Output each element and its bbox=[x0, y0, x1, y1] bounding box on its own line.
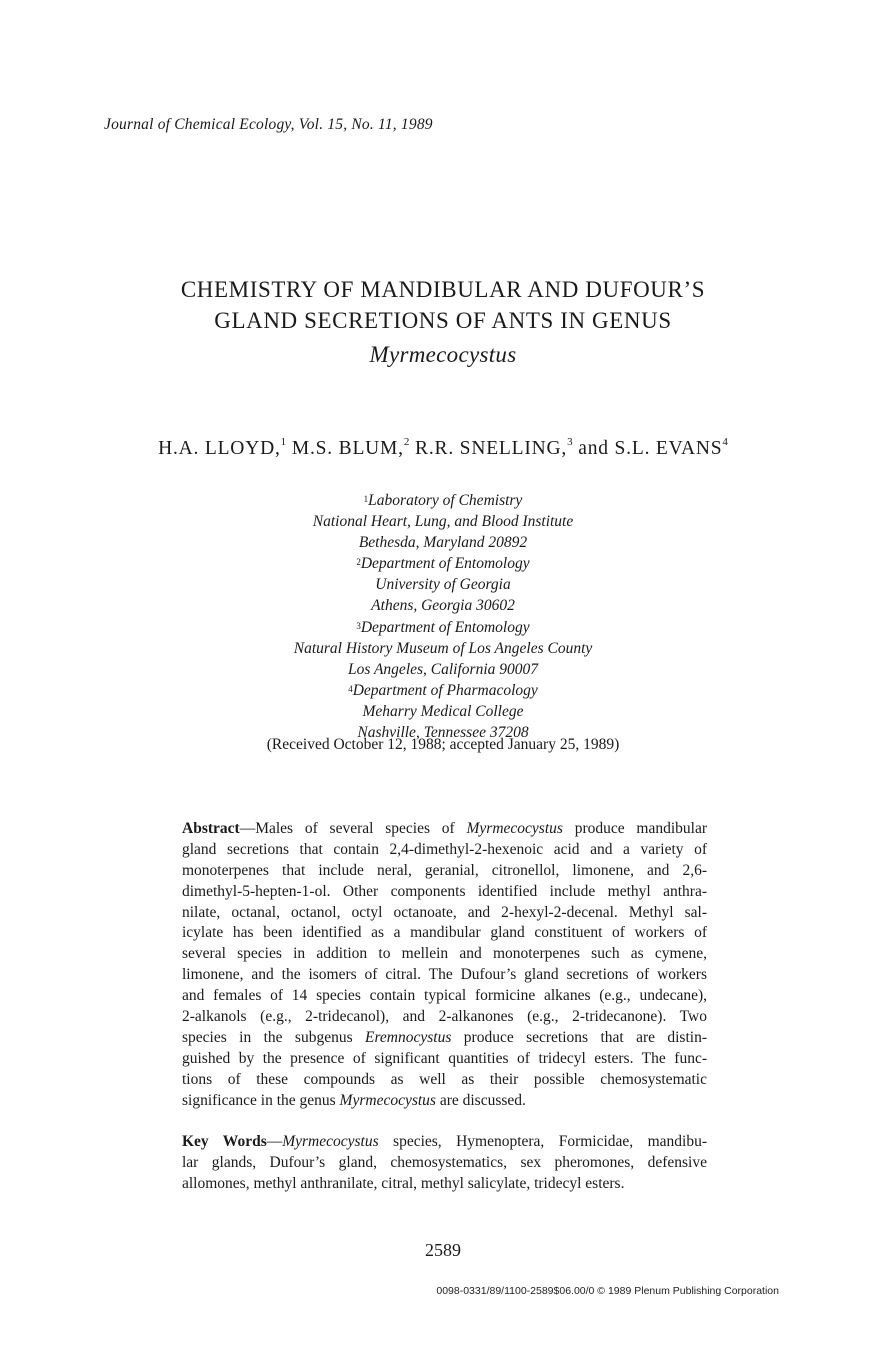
affiliation-line: Department of Entomology bbox=[360, 619, 530, 636]
abstract-line bbox=[182, 819, 707, 840]
author-name: R.R. SNELLING, bbox=[415, 438, 568, 459]
affiliation-line: Laboratory of Chemistry bbox=[368, 492, 523, 509]
abstract-label: Abstract bbox=[182, 820, 240, 837]
affiliation-mark: 1 bbox=[363, 494, 369, 504]
abstract-line bbox=[182, 1091, 707, 1112]
affiliation-1 bbox=[0, 490, 886, 553]
abstract-line: gland secretions that contain 2,4-dimethyl-2-hexenoic acid and a variety of bbox=[182, 840, 707, 858]
keywords-genus: Myrmecocystus bbox=[282, 1133, 379, 1150]
page-number: 2589 bbox=[425, 1240, 461, 1260]
abstract-text: produce mandibular bbox=[562, 820, 707, 837]
affiliation-line: Department of Entomology bbox=[360, 555, 530, 572]
keywords-line bbox=[182, 1132, 707, 1153]
keywords-line: lar glands, Dufour’s gland, chemosystematics, sex pheromones, defensive bbox=[182, 1153, 707, 1171]
abstract-dash: — bbox=[239, 820, 256, 837]
author-name: S.L. EVANS bbox=[614, 438, 723, 459]
title-line-1: CHEMISTRY OF MANDIBULAR AND DUFOUR’S bbox=[180, 277, 706, 302]
keywords-line: allomones, methyl anthranilate, citral, methyl salicylate, tridecyl esters. bbox=[182, 1174, 625, 1192]
affiliation-mark: 4 bbox=[348, 684, 353, 694]
affiliation-line: Bethesda, Maryland 20892 bbox=[358, 534, 528, 551]
key-words bbox=[182, 1132, 707, 1195]
keywords-text: species, Hymenoptera, Formicidae, mandibu- bbox=[378, 1133, 707, 1150]
abstract-text: are discussed. bbox=[435, 1091, 526, 1109]
abstract-line bbox=[182, 1028, 707, 1049]
abstract-subgenus: Eremnocystus bbox=[365, 1028, 452, 1046]
affiliation-line: Department of Pharmacology bbox=[352, 682, 538, 699]
author-separator: and bbox=[578, 438, 609, 459]
title-genus: Myrmecocystus bbox=[369, 342, 517, 367]
affiliation-mark: 2 bbox=[403, 436, 410, 448]
affiliation-3 bbox=[0, 617, 886, 680]
abstract-text: produce secretions that are distin- bbox=[451, 1028, 707, 1046]
received-dates: (Received October 12, 1988; accepted January 25, 1989) bbox=[266, 736, 620, 753]
affiliation-mark: 3 bbox=[356, 621, 361, 631]
abstract-genus: Myrmecocystus bbox=[339, 1091, 436, 1109]
abstract-text: species in the subgenus bbox=[182, 1028, 365, 1046]
abstract-line: icylate has been identified as a mandibular gland constituent of workers of bbox=[182, 924, 707, 942]
keywords-label: Key Words bbox=[182, 1133, 267, 1150]
abstract-text: significance in the genus bbox=[182, 1091, 340, 1109]
affiliation-line: Los Angeles, California 90007 bbox=[347, 661, 539, 678]
author-name: H.A. LLOYD, bbox=[158, 438, 281, 459]
affiliation-line: Meharry Medical College bbox=[362, 703, 524, 720]
affiliation-mark: 4 bbox=[722, 436, 728, 448]
abstract bbox=[182, 819, 707, 1111]
abstract-line: several species in addition to mellein and monoterpenes such as cymene, bbox=[182, 945, 707, 963]
affiliation-line: Athens, Georgia 30602 bbox=[371, 597, 515, 614]
affiliation-mark: 3 bbox=[567, 436, 573, 448]
affiliation-mark: 2 bbox=[356, 557, 361, 567]
abstract-genus: Myrmecocystus bbox=[466, 820, 563, 837]
abstract-line: limonene, and the isomers of citral. The Dufour’s gland secretions of workers bbox=[182, 966, 707, 984]
title-line-2: GLAND SECRETIONS OF ANTS IN GENUS bbox=[214, 308, 672, 333]
abstract-line: dimethyl-5-hepten-1-ol. Other components identified include methyl anthra- bbox=[182, 882, 707, 900]
abstract-line: tions of these compounds as well as their possible chemosystematic bbox=[182, 1070, 707, 1088]
affiliation-2 bbox=[0, 553, 886, 616]
affiliation-line: Nashville, Tennessee 37208 bbox=[357, 724, 529, 741]
affiliation-line: Natural History Museum of Los Angeles County bbox=[293, 640, 593, 657]
affiliation-4 bbox=[0, 680, 886, 743]
abstract-line: and females of 14 species contain typical formicine alkanes (e.g., undecane), bbox=[182, 987, 707, 1005]
copyright-footer: 0098-0331/89/1100-2589$06.00/0 © 1989 Plenum Publishing Corporation bbox=[436, 1285, 779, 1297]
abstract-line: monoterpenes that include neral, geranial, citronellol, limonene, and 2,6- bbox=[182, 861, 707, 879]
journal-citation: Journal of Chemical Ecology, Vol. 15, No. 11, 1989 bbox=[104, 116, 433, 133]
affiliation-mark: 1 bbox=[280, 436, 287, 448]
keywords-dash: — bbox=[266, 1133, 283, 1150]
author-list bbox=[0, 438, 886, 460]
abstract-line: 2-alkanols (e.g., 2-tridecanol), and 2-alkanones (e.g., 2-tridecanone). Two bbox=[182, 1008, 707, 1026]
affiliation-line: University of Georgia bbox=[375, 576, 511, 593]
abstract-line: guished by the presence of significant quantities of tridecyl esters. The func- bbox=[182, 1049, 707, 1067]
abstract-line: nilate, octanal, octanol, octyl octanoate, and 2-hexyl-2-decenal. Methyl sal- bbox=[182, 903, 707, 921]
affiliation-line: National Heart, Lung, and Blood Institute bbox=[312, 513, 574, 530]
author-name: M.S. BLUM, bbox=[291, 438, 404, 459]
abstract-text: Males of several species of bbox=[255, 820, 467, 837]
